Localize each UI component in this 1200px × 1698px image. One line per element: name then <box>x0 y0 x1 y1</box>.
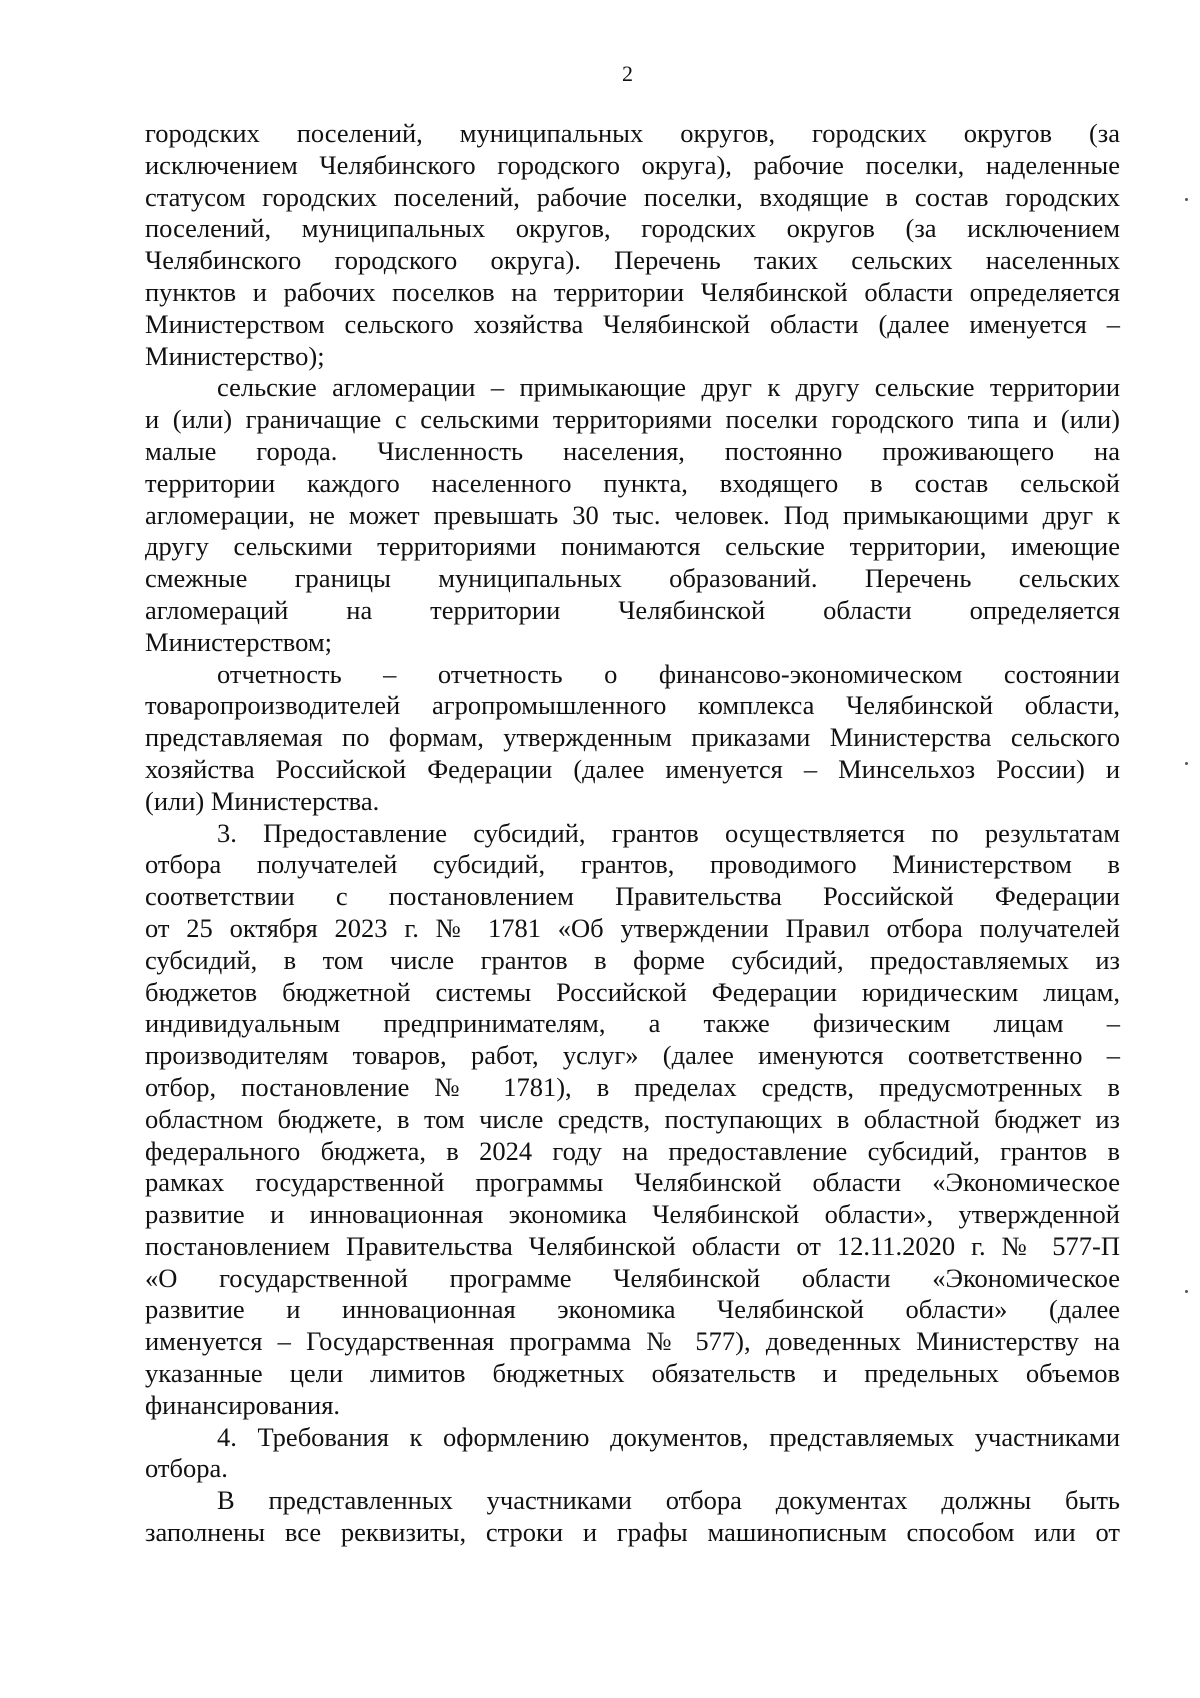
text-line: отчетность – отчетность о финансово-экономическом состоянии <box>217 658 1120 689</box>
text-line: 4. Требования к оформлению документов, представляемых участниками <box>217 1421 1120 1452</box>
text-line: областном бюджете, в том числе средств, поступающих в областной бюджет из <box>145 1103 1120 1134</box>
text-line: производителям товаров, работ, услуг» (далее именуются соответственно – <box>145 1040 1120 1071</box>
text-line: хозяйства Российской Федерации (далее именуется – Минсельхоз России) и <box>145 753 1120 784</box>
text-line: (или) Министерства. <box>145 785 380 816</box>
text-line: 3. Предоставление субсидий, грантов осуществляется по результатам <box>217 817 1120 848</box>
text-line: пунктов и рабочих поселков на территории Челябинской области определяется <box>145 276 1120 307</box>
document-body <box>145 118 1120 1549</box>
text-line: Челябинского городского округа). Перечень таких сельских населенных <box>145 245 1120 276</box>
text-line: отбора. <box>145 1453 228 1484</box>
text-line: Министерство); <box>145 340 325 371</box>
text-line: именуется – Государственная программа № 577), доведенных Министерству на <box>145 1326 1120 1357</box>
text-line: от 25 октября 2023 г. № 1781 «Об утверждении Правил отбора получателей <box>145 912 1120 943</box>
text-line: развитие и инновационная экономика Челябинской области» (далее <box>145 1294 1120 1325</box>
text-line: малые города. Численность населения, постоянно проживающего на <box>145 435 1120 466</box>
text-line: рамках государственной программы Челябинской области «Экономическое <box>145 1167 1120 1198</box>
text-line: указанные цели лимитов бюджетных обязательств и предельных объемов <box>145 1358 1120 1389</box>
text-line: бюджетов бюджетной системы Российской Федерации юридическим лицам, <box>145 976 1120 1007</box>
scan-speck <box>1185 198 1188 201</box>
text-line: агломерации, не может превышать 30 тыс. человек. Под примыкающими друг к <box>145 499 1120 530</box>
text-line: товаропроизводителей агропромышленного комплекса Челябинской области, <box>145 690 1120 721</box>
text-line: В представленных участниками отбора документах должны быть <box>217 1485 1120 1516</box>
text-line: и (или) граничащие с сельскими территориями поселки городского типа и (или) <box>145 404 1120 435</box>
text-line: заполнены все реквизиты, строки и графы машинописным способом или от <box>145 1517 1120 1548</box>
text-line: отбора получателей субсидий, грантов, проводимого Министерством в <box>145 849 1120 880</box>
text-line: соответствии с постановлением Правительства Российской Федерации <box>145 881 1120 912</box>
page-number: 2 <box>622 61 633 86</box>
text-line: сельские агломерации – примыкающие друг к другу сельские территории <box>217 372 1120 403</box>
text-line: постановлением Правительства Челябинской области от 12.11.2020 г. № 577-П <box>145 1230 1120 1261</box>
text-line: представляемая по формам, утвержденным приказами Министерства сельского <box>145 722 1120 753</box>
text-line: поселений, муниципальных округов, городских округов (за исключением <box>145 213 1120 244</box>
text-line: «О государственной программе Челябинской области «Экономическое <box>145 1262 1120 1293</box>
text-line: другу сельскими территориями понимаются сельские территории, имеющие <box>145 531 1120 562</box>
text-line: Министерством; <box>145 626 333 657</box>
scan-speck <box>1185 1290 1188 1293</box>
text-line: статусом городских поселений, рабочие поселки, входящие в состав городских <box>145 181 1120 212</box>
text-line: развитие и инновационная экономика Челябинской области», утвержденной <box>145 1199 1120 1230</box>
text-line: городских поселений, муниципальных округов, городских округов (за <box>145 118 1120 148</box>
text-line: исключением Челябинского городского округа), рабочие поселки, наделенные <box>145 149 1120 180</box>
text-line: агломераций на территории Челябинской области определяется <box>145 594 1120 625</box>
text-line: индивидуальным предпринимателям, а также физическим лицам – <box>145 1008 1120 1039</box>
text-line: федерального бюджета, в 2024 году на предоставление субсидий, грантов в <box>145 1135 1120 1166</box>
text-line: территории каждого населенного пункта, входящего в состав сельской <box>145 467 1120 498</box>
scan-speck <box>1185 762 1188 765</box>
text-line: отбор, постановление № 1781), в пределах средств, предусмотренных в <box>145 1071 1120 1102</box>
text-line: Министерством сельского хозяйства Челябинской области (далее именуется – <box>145 308 1120 339</box>
text-line: смежные границы муниципальных образований. Перечень сельских <box>145 563 1120 594</box>
text-line: субсидий, в том числе грантов в форме субсидий, предоставляемых из <box>145 944 1120 975</box>
text-line: финансирования. <box>145 1389 341 1420</box>
